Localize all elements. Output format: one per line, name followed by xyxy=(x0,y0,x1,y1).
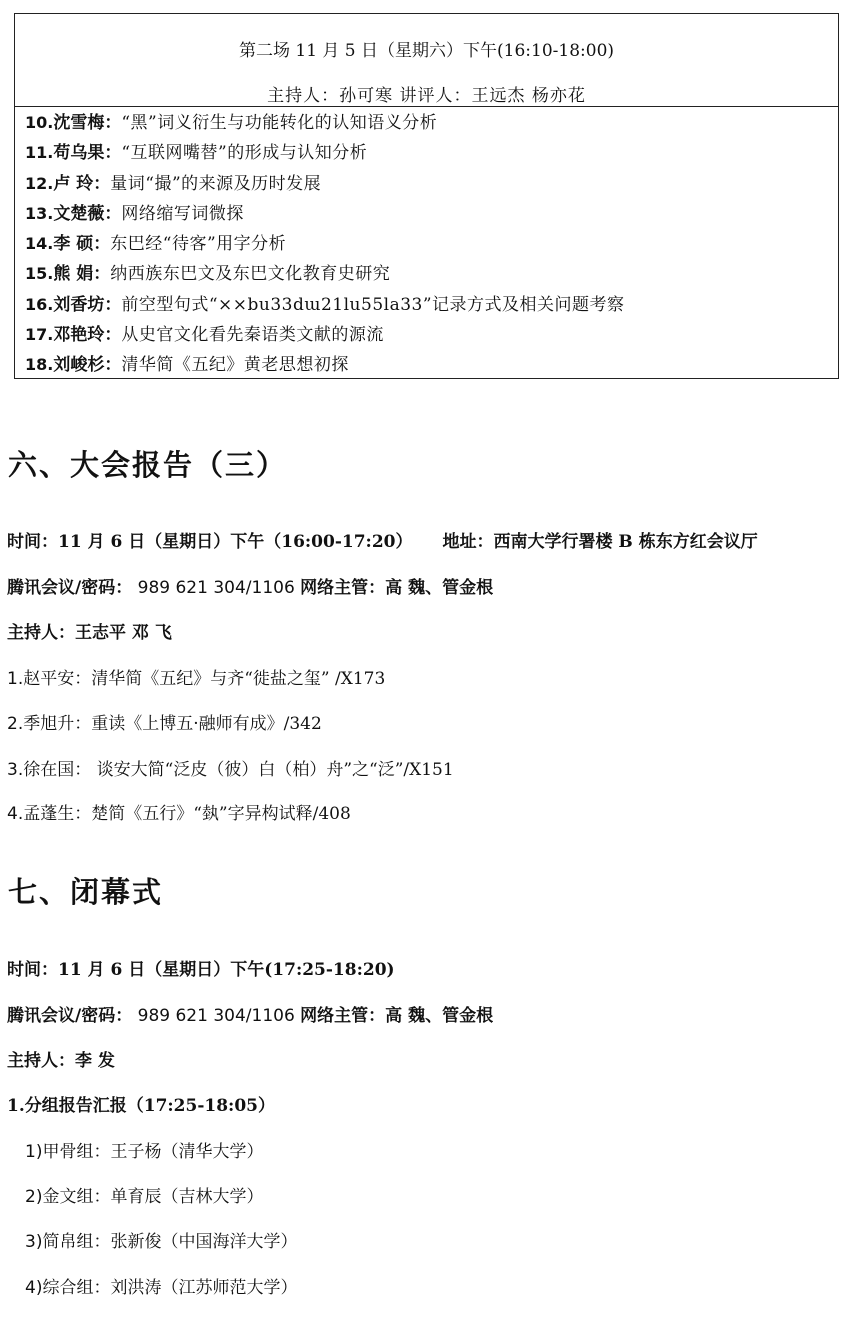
paper-number: 18. xyxy=(25,355,54,375)
list-item xyxy=(25,108,625,138)
paper-author: 卢 玲： xyxy=(53,173,111,194)
group-text: 甲骨组：王子杨（清华大学） xyxy=(42,1142,264,1162)
list-item xyxy=(7,712,322,736)
talk-number: 1. xyxy=(7,669,24,689)
paper-author: 刘峻杉： xyxy=(53,355,122,376)
paper-author: 刘香坊： xyxy=(53,294,122,315)
tencent-value: 989 621 304/1106 xyxy=(132,578,301,598)
session-table xyxy=(14,13,839,379)
list-item xyxy=(25,1185,263,1209)
list-item xyxy=(7,758,454,782)
talk-number: 3. xyxy=(7,760,24,780)
paper-title: 从史官文化看先秦语类文献的源流 xyxy=(121,325,384,346)
plenary-place: 地址：西南大学行署楼 B 栋东方红会议厅 xyxy=(442,532,758,552)
network-manager: 网络主管：高 魏、管金根 xyxy=(300,578,494,598)
list-item xyxy=(25,259,625,289)
paper-list xyxy=(25,108,625,381)
list-item xyxy=(25,138,625,168)
session-hosts: 主持人：孙可寒 讲评人：王远杰 杨亦花 xyxy=(267,86,586,106)
paper-title: 前空型句式“××bu33dɯ21lu55la33”记录方式及相关问题考察 xyxy=(121,294,625,315)
list-item xyxy=(25,320,625,350)
list-item xyxy=(7,802,351,826)
closing-host: 主持人：李 发 xyxy=(7,1051,115,1071)
list-item xyxy=(25,350,625,380)
plenary-time-line xyxy=(7,530,758,554)
list-item xyxy=(25,199,625,229)
group-text: 简帛组：张新俊（中国海洋大学） xyxy=(42,1232,298,1252)
list-item xyxy=(25,290,625,320)
list-item xyxy=(25,229,625,259)
talk-number: 2. xyxy=(7,714,24,734)
group-number: 1) xyxy=(25,1142,43,1162)
list-item xyxy=(25,1230,297,1254)
paper-number: 12. xyxy=(25,173,54,193)
talk-text: 赵平安：清华简《五纪》与齐“徙盐之玺” /X173 xyxy=(23,669,386,689)
closing-meeting-line xyxy=(7,1004,493,1028)
report-title: 1.分组报告汇报（17:25-18:05） xyxy=(7,1096,275,1116)
paper-number: 13. xyxy=(25,203,54,223)
paper-author: 沈雪梅： xyxy=(53,113,122,133)
paper-number: 17. xyxy=(25,325,54,345)
talk-text: 孟蓬生：楚简《五行》“埶”字异构试释/408 xyxy=(23,804,351,824)
list-item xyxy=(25,1276,297,1300)
paper-title: 网络缩写词微探 xyxy=(121,203,244,224)
tencent-label: 腾讯会议/密码： xyxy=(7,578,133,598)
paper-title: 东巴经“待客”用字分析 xyxy=(110,234,287,255)
talk-text: 徐在国： 谈安大简“泛皮（彼）白（柏）舟”之“泛”/X151 xyxy=(23,760,454,780)
section-heading-plenary: 六、大会报告（三） xyxy=(8,448,288,482)
group-number: 3) xyxy=(25,1232,43,1252)
paper-number: 10. xyxy=(25,113,54,132)
paper-author: 邓艳玲： xyxy=(53,325,122,346)
paper-author: 文楚薇： xyxy=(53,203,122,224)
paper-number: 15. xyxy=(25,264,54,284)
tencent-label: 腾讯会议/密码： xyxy=(7,1006,133,1026)
group-number: 2) xyxy=(25,1187,43,1207)
list-item xyxy=(25,1140,263,1164)
closing-time: 时间：11 月 6 日（星期日）下午(17:25-18:20) xyxy=(7,960,395,980)
group-text: 综合组：刘洪涛（江苏师范大学） xyxy=(42,1278,298,1298)
paper-title: 纳西族东巴文及东巴文化教育史研究 xyxy=(110,264,391,285)
list-item xyxy=(25,169,625,199)
paper-number: 16. xyxy=(25,294,54,314)
talk-number: 4. xyxy=(7,804,24,824)
network-manager: 网络主管：高 魏、管金根 xyxy=(300,1006,494,1026)
session-title: 第二场 11 月 5 日（星期六）下午(16:10-18:00) xyxy=(238,41,615,61)
talk-text: 季旭升：重读《上博五·融师有成》/342 xyxy=(23,714,322,734)
paper-author: 苟乌果： xyxy=(53,143,122,164)
paper-author: 李 硕： xyxy=(53,234,111,255)
list-item xyxy=(7,667,385,691)
group-number: 4) xyxy=(25,1278,43,1298)
group-text: 金文组：单育辰（吉林大学） xyxy=(42,1187,264,1207)
paper-author: 熊 娟： xyxy=(53,264,111,285)
paper-number: 14. xyxy=(25,234,54,254)
paper-title: “黑”词义衍生与功能转化的认知语义分析 xyxy=(121,113,438,133)
tencent-value: 989 621 304/1106 xyxy=(132,1006,301,1026)
plenary-host: 主持人：王志平 邓 飞 xyxy=(7,623,172,643)
plenary-meeting-line xyxy=(7,576,493,600)
paper-title: 量词“撮”的来源及历时发展 xyxy=(110,173,322,194)
paper-title: “互联网嘴替”的形成与认知分析 xyxy=(121,143,368,164)
paper-title: 清华简《五纪》黄老思想初探 xyxy=(121,355,349,376)
paper-number: 11. xyxy=(25,143,54,163)
plenary-time: 时间：11 月 6 日（星期日）下午（16:00-17:20） xyxy=(7,532,413,552)
section-heading-closing: 七、闭幕式 xyxy=(8,875,164,909)
session-header xyxy=(15,14,838,107)
